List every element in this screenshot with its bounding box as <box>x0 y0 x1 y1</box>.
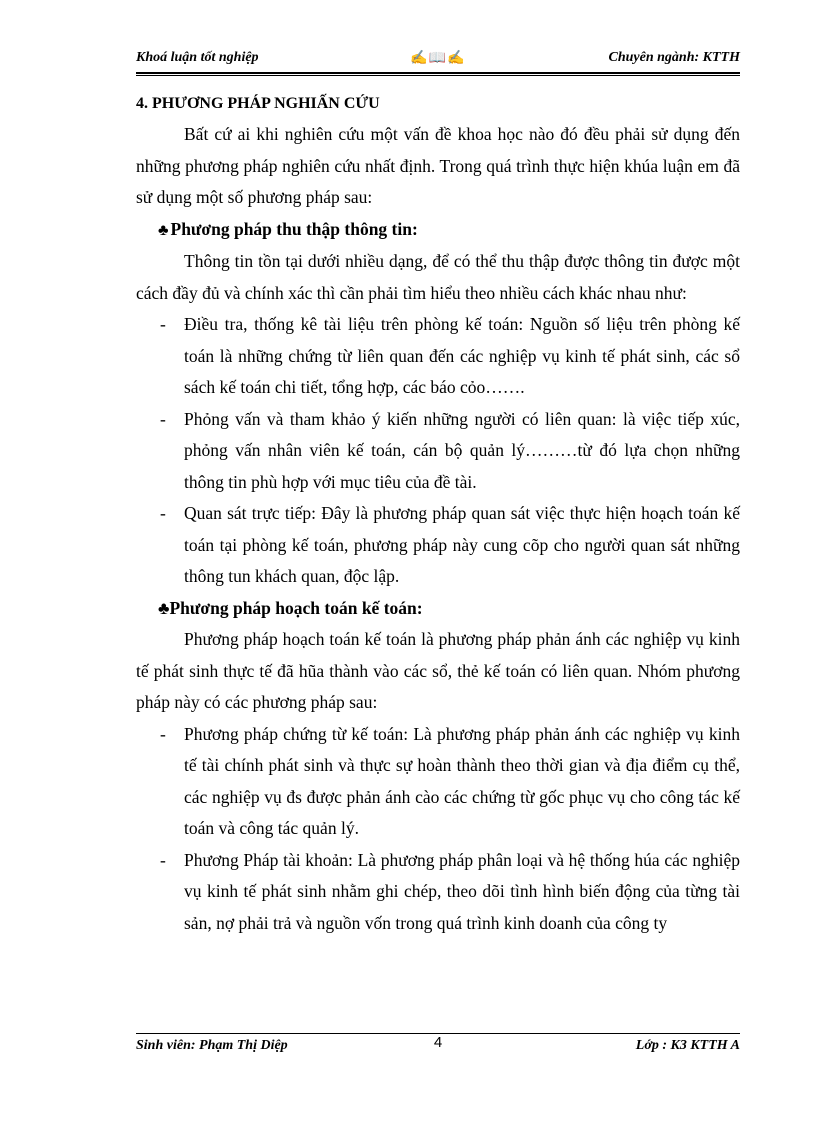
dash-bullet: - <box>160 408 166 429</box>
page-body <box>136 88 740 939</box>
list-item-text: Quan sát trực tiếp: Đây là phương pháp quan sát việc thực hiện hoạch toán kế toán tại phòng kế toán, phương pháp này cung cõp cho người quan sát những thông tun khách quan, độc lập. <box>184 503 740 586</box>
page-footer <box>136 1034 740 1060</box>
section-heading: 4. PHƯƠNG PHÁP NGHIẤN CỨU <box>136 95 380 112</box>
list-item <box>136 719 740 845</box>
club-bullet-icon: ♣ <box>158 221 169 239</box>
dash-bullet: - <box>160 849 166 870</box>
page-header <box>136 50 740 72</box>
club-bullet-icon: ♣ <box>158 597 170 618</box>
footer-class: Lớp : K3 KTTH A <box>635 1038 740 1053</box>
list-item <box>136 404 740 499</box>
dash-bullet: - <box>160 723 166 744</box>
subsection-1-paragraph: Thông tin tồn tại dưới nhiều dạng, để có thể thu thập được thông tin được một cách đầy đủ và chính xác thì cần phải tìm hiểu theo nhiều cách khác nhau như: <box>136 251 740 303</box>
dash-bullet: - <box>160 503 166 523</box>
header-thesis-title: Khoá luận tốt nghiệp <box>136 50 259 65</box>
list-item-text: Phương Pháp tài khoản: Là phương pháp phân loại và hệ thống húa các nghiệp vụ kinh tế phát sinh nhằm ghi chép, theo dõi tình hình biến động của từng tài sản, nợ phải trả và nguồn vốn trong quá trình kinh doanh của công ty <box>184 849 740 933</box>
header-rule-thick <box>136 72 740 74</box>
page-number: 4 <box>433 1034 443 1051</box>
footer-student-name: Sinh viên: Phạm Thị Diệp <box>136 1038 288 1053</box>
header-book-ornament-icon: ✍📖✍ <box>410 51 466 66</box>
header-major: Chuyên ngành: KTTH <box>608 50 740 65</box>
subsection-title-1-text: Phương pháp thu thập thông tin: <box>170 218 418 239</box>
list-item-text: Phỏng vấn và tham khảo ý kiến những người có liên quan: là việc tiếp xúc, phỏng vấn nhân viên kế toán, cán bộ quản lý………từ đó lựa chọn những thông tin phù hợp với mục tiêu của đề tài. <box>184 408 740 492</box>
intro-paragraph: Bất cứ ai khi nghiên cứu một vấn đề khoa học nào đó đều phải sử dụng đến những phương pháp nghiên cứu nhất định. Trong quá trình thực hiện khúa luận em đã sử dụng một số phương pháp sau: <box>136 124 740 207</box>
dash-bullet: - <box>160 314 166 334</box>
subsection-2-paragraph: Phương pháp hoạch toán kế toán là phương pháp phản ánh các nghiệp vụ kinh tế phát sinh thực tế đã hũa thành vào các sổ, thẻ kế toán có liên quan. Nhóm phương pháp này có các phương pháp sau: <box>136 629 740 712</box>
header-rule-thin <box>136 75 740 76</box>
subsection-title-2-text: Phương pháp hoạch toán kế toán: <box>169 597 423 618</box>
list-item <box>136 498 740 593</box>
list-item <box>136 309 740 404</box>
list-item <box>136 845 740 940</box>
subsection-title-1 <box>136 214 740 247</box>
subsection-title-2 <box>136 593 740 625</box>
list-item-text: Điều tra, thống kê tài liệu trên phòng kế toán: Nguồn số liệu trên phòng kế toán là những chứng từ liên quan đến các nghiệp vụ kinh tế phát sinh, các sổ sách kế toán chi tiết, tổng hợp, các báo cỏo……. <box>184 314 740 397</box>
list-item-text: Phương pháp chứng từ kế toán: Là phương pháp phản ánh các nghiệp vụ kinh tế tài chính phát sinh và thực sự hoàn thành theo thời gian và địa điểm cụ thể, các nghiệp vụ đs được phản ánh cào các chứng từ gốc phục vụ cho công tác kế toán và công tác quản lý. <box>184 723 740 838</box>
